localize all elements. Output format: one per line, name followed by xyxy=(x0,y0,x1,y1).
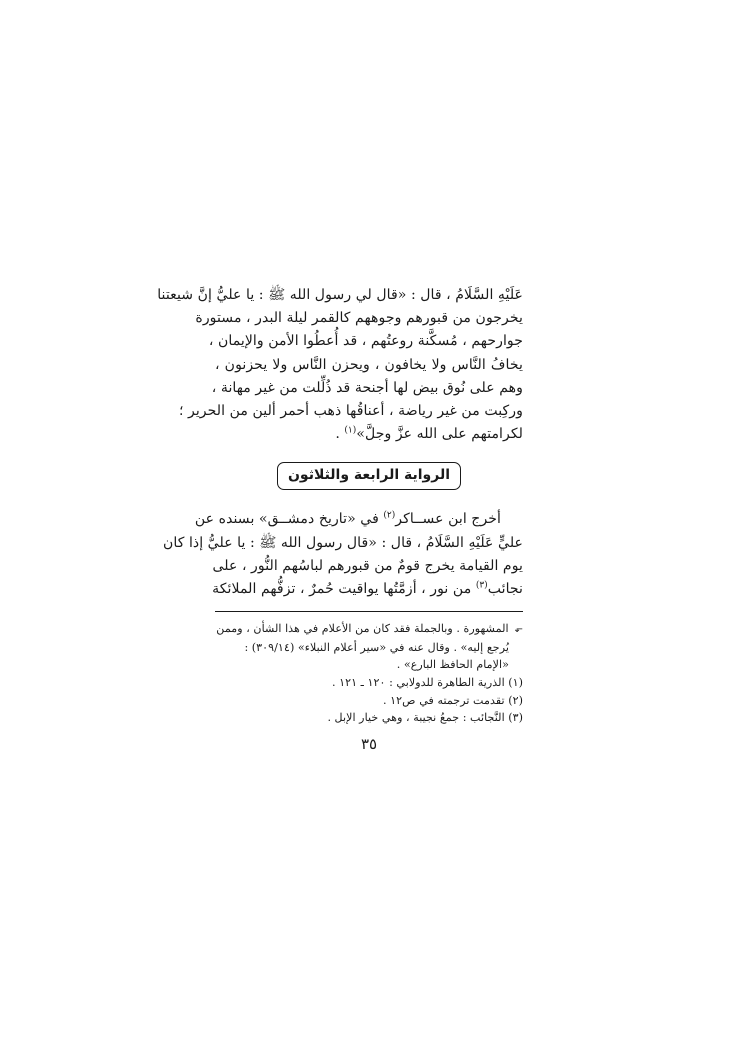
footnote-continuation xyxy=(215,620,523,639)
footnote-divider xyxy=(215,611,523,612)
body-line xyxy=(194,508,523,531)
footnote-3: (٣) النَّجائب : جمعُ نجيبة ، وهي خيار الإبل . xyxy=(327,711,523,725)
opening-paragraph xyxy=(157,284,523,446)
footnote-1: (١) الذرية الطاهرة للدولابي : ١٢٠ ـ ١٢١ . xyxy=(331,676,523,690)
body-line: يوم القيامة يخرج قومٌ من قبورهم لباسُهم النُّور ، على xyxy=(212,557,523,574)
page-number: ٣٥ xyxy=(360,734,378,753)
footnote-2: (٢) تقدمت ترجمته في ص١٢ . xyxy=(382,693,523,707)
body-line-suffix: . xyxy=(335,426,345,443)
second-paragraph xyxy=(162,508,523,601)
footnote-text: المشهورة . وبالجملة فقد كان من الأعلام في هذا الشأن ، وممن xyxy=(216,622,509,636)
footnote-ref-2[interactable]: (٢) xyxy=(383,510,396,521)
body-line: عَلَيْهِ السَّلَامُ ، قال : «قال لي رسول الله ﷺ : يا عليُّ إنَّ شيعتنا xyxy=(157,287,523,303)
footnotes xyxy=(215,620,523,727)
body-line xyxy=(212,578,523,601)
body-text: نجائب xyxy=(487,581,523,598)
body-line: وركِبت من غير رياضة ، أعناقُها ذهب أحمر ألين من الحرير ؛ xyxy=(179,403,523,420)
footnote-continuation: «الإمام الحافظ البارع» . xyxy=(396,658,509,672)
body-line: يخرجون من قبورهم وجوههم كالقمر ليلة البدر ، مستورة xyxy=(195,310,523,327)
section-heading-wrap xyxy=(215,462,523,490)
footnote-continuation: يُرجع إليه» . وقال عنه في «سير أعلام النبلاء» (٣٠٩/١٤) : xyxy=(244,640,509,654)
footnote-ref-3[interactable]: (٣) xyxy=(475,580,488,591)
section-heading: الرواية الرابعة والثلاثون xyxy=(277,462,461,490)
body-line: يخافُ النَّاس ولا يخافون ، ويحزن النَّاس ولا يحزنون ، xyxy=(215,356,523,373)
body-line: وهم على نُوق بيض لها أجنحة قد ذُلِّلت من غير مهانة ، xyxy=(211,379,523,396)
body-text: أخرج ابن عســاكر xyxy=(395,511,501,528)
page-content xyxy=(157,284,523,753)
continuation-arrow-icon: ⬐ xyxy=(514,624,523,636)
body-line-last xyxy=(215,423,523,446)
body-line: جوارحهم ، مُسكَّنة روعتُهم ، قد أُعطُوا الأمن والإيمان ، xyxy=(208,333,523,350)
body-line: لكرامتهم على الله عزَّ وجلَّ» xyxy=(356,426,523,443)
body-line: عليٍّ عَلَيْهِ السَّلَامُ ، قال : «قال رسول الله ﷺ : يا عليُّ إذا كان xyxy=(162,534,523,551)
body-text: من نور ، أزمَّتُها يواقيت حُمرٌ ، تزفُّهم الملائكة xyxy=(212,581,476,598)
body-text: في «تاريخ دمشــق» بسنده عن xyxy=(194,511,384,528)
footnote-ref-1[interactable]: (١) xyxy=(344,425,357,436)
